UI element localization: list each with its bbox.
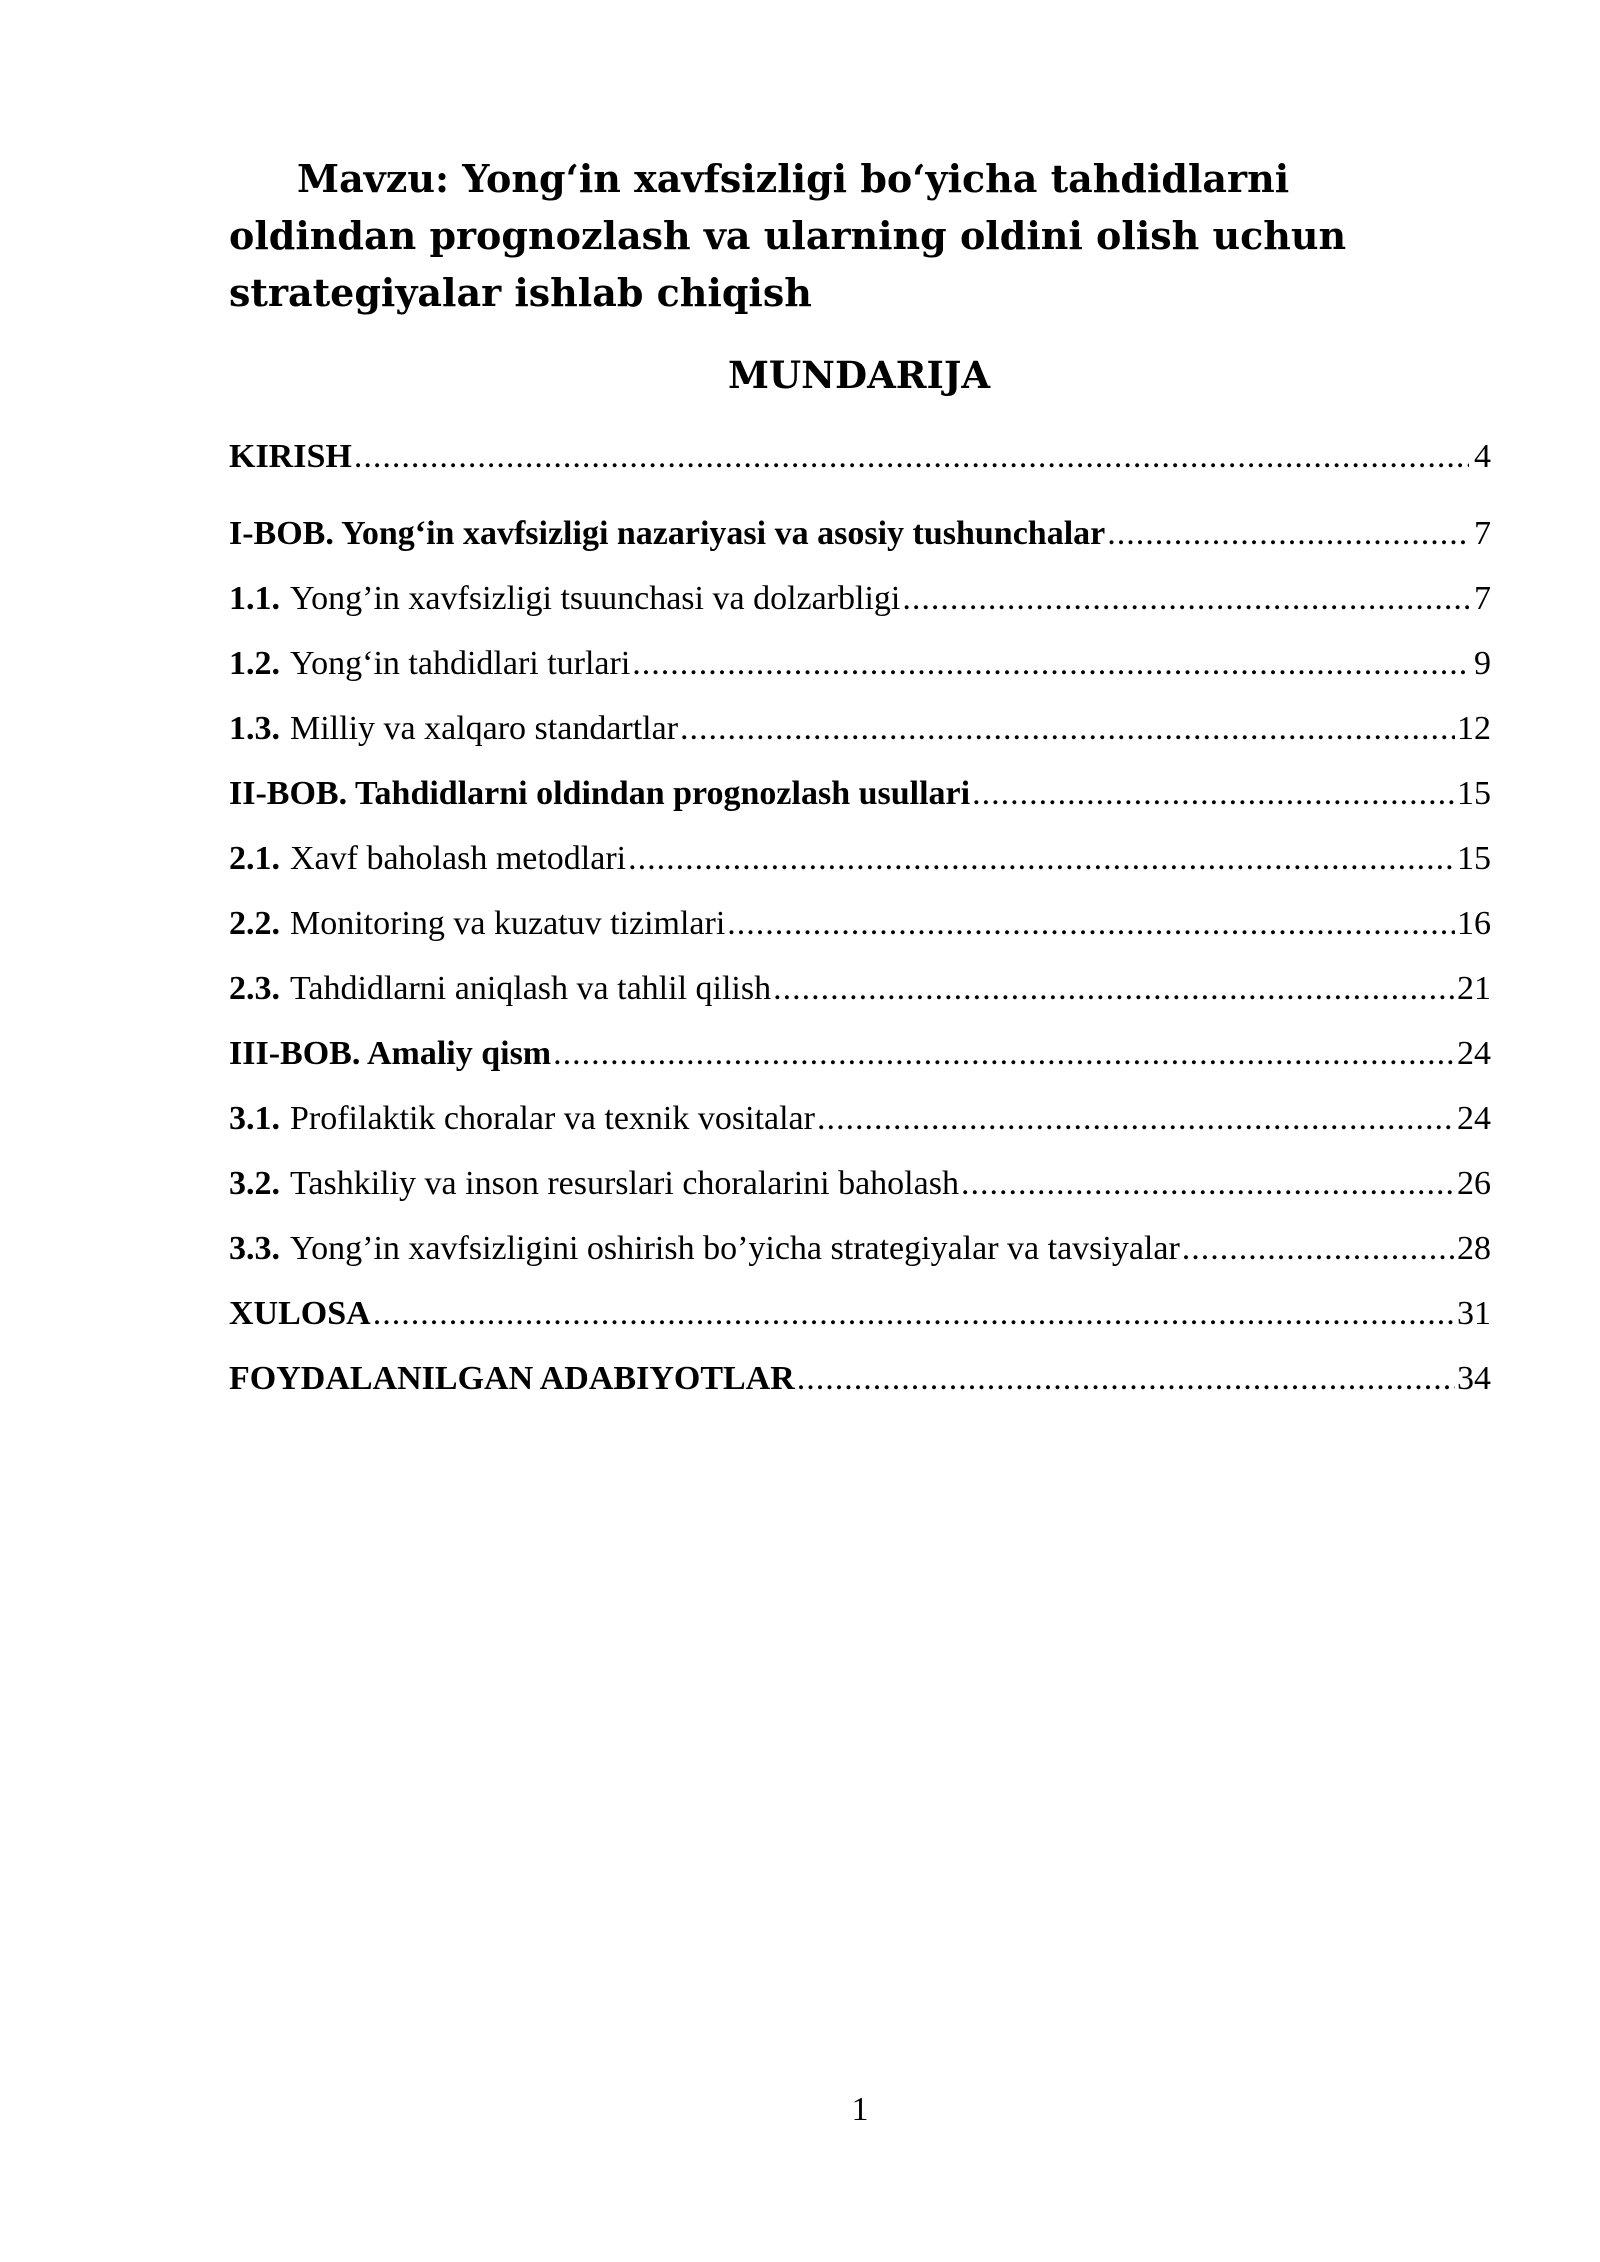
toc-entry-kirish[interactable] [229, 432, 1491, 482]
toc-heading: MUNDARIJA [727, 353, 991, 397]
toc-entry-title: Monitoring va kuzatuv tizimlari [290, 905, 726, 942]
toc-entry-title: FOYDALANILGAN ADABIYOTLAR [229, 1360, 795, 1397]
toc-entry-page: 34 [1457, 1360, 1491, 1397]
toc-entry-page: 15 [1457, 840, 1491, 877]
toc-dot-leader [553, 1029, 1455, 1079]
toc-entry-2-1[interactable] [229, 834, 1491, 884]
toc-entry-page: 28 [1457, 1230, 1491, 1267]
toc-entry-chapter-3[interactable] [229, 1029, 1491, 1079]
toc-entry-page: 16 [1457, 905, 1491, 942]
toc-entry-2-2[interactable] [229, 899, 1491, 949]
toc-entry-title: II-BOB. Tahdidlarni oldindan prognozlash usullari [229, 775, 971, 812]
toc-dot-leader [902, 574, 1469, 624]
toc-dot-leader [1107, 509, 1469, 559]
toc-entry-number: 3.1. [229, 1100, 280, 1137]
toc-entry-page: 12 [1457, 710, 1491, 747]
toc-entry-page: 15 [1457, 775, 1491, 812]
toc-entry-page: 31 [1457, 1295, 1491, 1332]
toc-entry-1-2[interactable] [229, 639, 1491, 689]
toc-dot-leader [961, 1159, 1455, 1209]
toc-entry-page: 26 [1457, 1165, 1491, 1202]
toc-entry-number: 2.3. [229, 970, 280, 1007]
toc-entry-1-1[interactable] [229, 574, 1491, 624]
toc-entry-number: 1.1. [229, 580, 280, 617]
toc-entry-number: 2.2. [229, 905, 280, 942]
toc-dot-leader [1182, 1224, 1455, 1274]
toc-entry-number: 3.2. [229, 1165, 280, 1202]
toc-entry-title: Tahdidlarni aniqlash va tahlil qilish [290, 970, 772, 1007]
toc-entry-3-1[interactable] [229, 1094, 1491, 1144]
toc-entry-page: 4 [1474, 438, 1491, 475]
toc-entry-page: 9 [1474, 645, 1491, 682]
toc-dot-leader [628, 834, 1455, 884]
toc-entry-page: 7 [1474, 580, 1491, 617]
toc-dot-leader [773, 964, 1455, 1014]
toc-entry-number: 3.3. [229, 1230, 280, 1267]
toc-entry-1-3[interactable] [229, 704, 1491, 754]
toc-dot-leader [817, 1094, 1455, 1144]
document-title: Mavzu: Yong‘in xavfsizligi bo‘yicha tahdidlarni oldindan prognozlash va ularning oldini olish uchun strategiyalar ishlab chiqish [229, 156, 1347, 315]
toc-entry-xulosa[interactable] [229, 1289, 1491, 1339]
toc-entry-title: Yong’in xavfsizligi tsuunchasi va dolzarbligi [290, 580, 901, 617]
toc-entry-2-3[interactable] [229, 964, 1491, 1014]
toc-entry-number: 1.2. [229, 645, 280, 682]
toc-entry-number: 1.3. [229, 710, 280, 747]
toc-dot-leader [373, 1289, 1455, 1339]
toc-entry-page: 21 [1457, 970, 1491, 1007]
toc-dot-leader [680, 704, 1455, 754]
toc-entry-page: 24 [1457, 1100, 1491, 1137]
toc-entry-3-3[interactable] [229, 1224, 1491, 1274]
toc-entry-title: I-BOB. Yong‘in xavfsizligi nazariyasi va asosiy tushunchalar [229, 515, 1106, 552]
toc-dot-leader [797, 1354, 1455, 1404]
toc-entry-title: KIRISH [229, 438, 352, 475]
toc-entry-chapter-1[interactable] [229, 509, 1491, 559]
toc-entry-3-2[interactable] [229, 1159, 1491, 1209]
toc-entry-title: XULOSA [229, 1295, 371, 1332]
toc-entry-number: 2.1. [229, 840, 280, 877]
toc-dot-leader [632, 639, 1469, 689]
page-number: 1 [851, 2091, 869, 2128]
toc-entry-title: Profilaktik choralar va texnik vositalar [290, 1100, 815, 1137]
toc-entry-title: Yong‘in tahdidlari turlari [290, 645, 631, 682]
toc-entry-title: III-BOB. Amaliy qism [229, 1035, 552, 1072]
toc-dot-leader [972, 769, 1455, 819]
toc-entry-title: Xavf baholash metodlari [290, 840, 627, 877]
toc-entry-adabiyotlar[interactable] [229, 1354, 1491, 1404]
toc-entry-title: Yong’in xavfsizligini oshirish bo’yicha strategiyalar va tavsiyalar [290, 1230, 1180, 1267]
toc-entry-chapter-2[interactable] [229, 769, 1491, 819]
toc-entry-title: Tashkiliy va inson resurslari choralarini baholash [290, 1165, 959, 1202]
toc-dot-leader [727, 899, 1455, 949]
toc-dot-leader [354, 432, 1469, 482]
toc-entry-title: Milliy va xalqaro standartlar [290, 710, 679, 747]
toc-entry-page: 7 [1474, 515, 1491, 552]
toc-entry-page: 24 [1457, 1035, 1491, 1072]
